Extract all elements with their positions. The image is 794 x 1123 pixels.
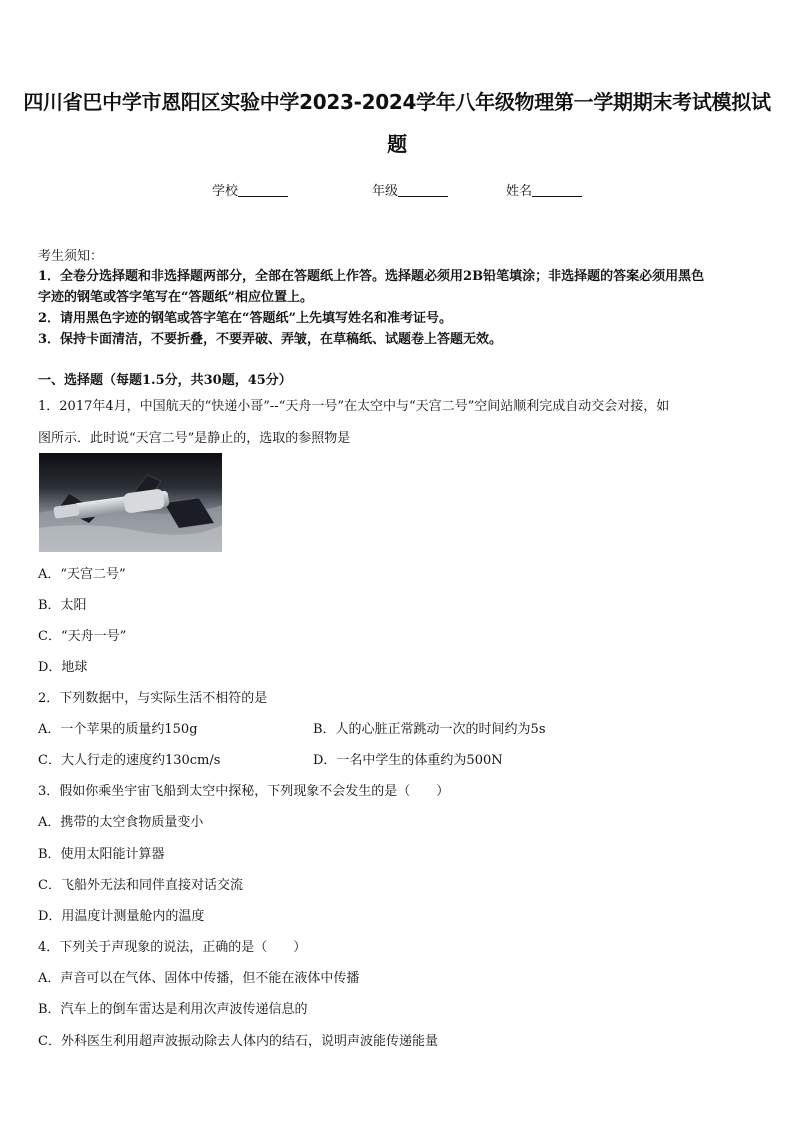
question-1-option-c: C．“天舟一号” <box>38 629 127 644</box>
question-4-option-b: B．汽车上的倒车雷达是利用次声波传递信息的 <box>38 1002 308 1017</box>
space-station-icon <box>39 453 222 552</box>
question-4-option-a: A．声音可以在气体、固体中传播，但不能在液体中传播 <box>38 971 360 986</box>
notice-item: 2．请用黑色字迹的钢笔或答字笔在“答题纸”上先填写姓名和准考证号。 <box>38 311 453 326</box>
question-4-stem: 4．下列关于声现象的说法，正确的是（ ） <box>38 940 307 955</box>
school-blank <box>238 182 288 197</box>
exam-title-line1: 四川省巴中学市恩阳区实验中学2023-2024学年八年级物理第一学期期末考试模拟试 <box>23 90 771 114</box>
question-2-option-c: C．大人行走的速度约130cm/s <box>38 753 221 768</box>
notice-item: 字迹的钢笔或答字笔写在“答题纸”相应位置上。 <box>38 290 313 305</box>
question-2-option-b: B．人的心脏正常跳动一次的时间约为5s <box>313 722 546 737</box>
question-3-option-d: D．用温度计测量舱内的温度 <box>38 909 205 924</box>
section-heading: 一、选择题（每题1.5分，共30题，45分） <box>38 373 292 388</box>
name-field <box>506 180 582 199</box>
school-field <box>212 180 288 199</box>
space-station-photo <box>39 453 222 552</box>
question-1-stem: 1．2017年4月，中国航天的“快递小哥”--“天舟一号”在太空中与“天宫二号”空间站顺利完成自动交会对接，如 <box>38 399 670 414</box>
notice-header: 考生须知： <box>38 249 104 264</box>
grade-label: 年级 <box>372 184 399 199</box>
exam-title-line2: 题 <box>387 132 407 156</box>
question-2-option-a: A．一个苹果的质量约150g <box>38 722 198 737</box>
school-label: 学校 <box>212 184 239 199</box>
question-1-option-a: A．“天宫二号” <box>38 567 126 582</box>
grade-blank <box>398 182 448 197</box>
notice-item: 1．全卷分选择题和非选择题两部分，全部在答题纸上作答。选择题必须用2B铅笔填涂；非选择题的答案必须用黑色 <box>38 269 705 284</box>
question-1-stem: 图所示．此时说“天宫二号”是静止的，选取的参照物是 <box>38 431 351 446</box>
question-3-stem: 3．假如你乘坐宇宙飞船到太空中探秘，下列现象不会发生的是（ ） <box>38 784 450 799</box>
question-1-option-b: B．太阳 <box>38 598 87 613</box>
question-1-option-d: D．地球 <box>38 660 88 675</box>
name-label: 姓名 <box>506 184 533 199</box>
question-3-option-c: C．飞船外无法和同伴直接对话交流 <box>38 878 243 893</box>
name-blank <box>532 182 582 197</box>
question-2-stem: 2．下列数据中，与实际生活不相符的是 <box>38 691 268 706</box>
question-2-option-d: D．一名中学生的体重约为500N <box>313 753 503 768</box>
question-3-option-a: A．携带的太空食物质量变小 <box>38 815 204 830</box>
grade-field <box>372 180 448 199</box>
question-3-option-b: B．使用太阳能计算器 <box>38 847 165 862</box>
question-4-option-c: C．外科医生利用超声波振动除去人体内的结石，说明声波能传递能量 <box>38 1034 438 1049</box>
notice-item: 3．保持卡面清洁，不要折叠，不要弄破、弄皱，在草稿纸、试题卷上答题无效。 <box>38 332 503 347</box>
